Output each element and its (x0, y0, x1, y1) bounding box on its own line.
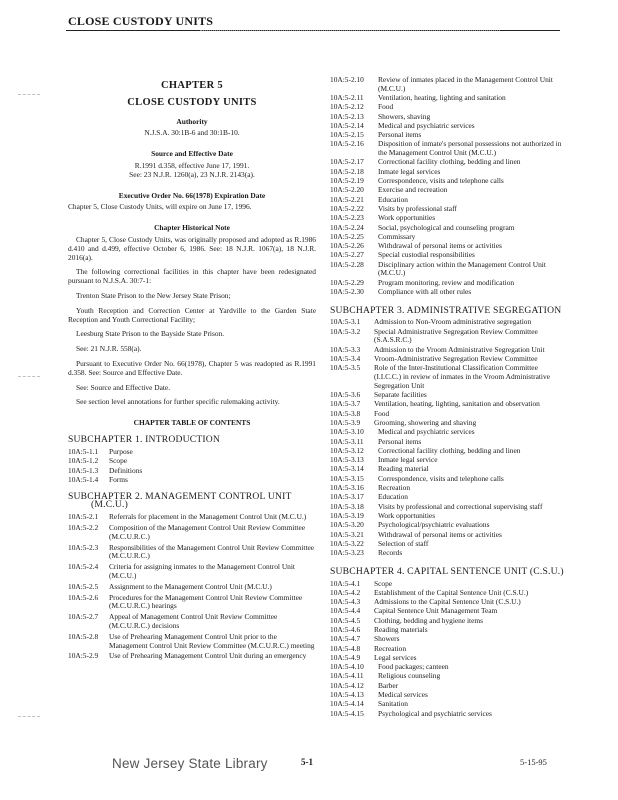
section-number: 10A:5-3.11 (330, 436, 364, 446)
section-number: 10A:5-2.11 (330, 93, 364, 102)
section-title: Special Administrative Segregation Review Committee (S.A.S.R.C.) (374, 326, 538, 345)
history-paragraph: See section level annotations for further specific rulemaking activity. (76, 397, 280, 407)
section-title: Admissions to the Capital Sentence Unit (C.S.U.) (374, 597, 521, 607)
history-paragraph: See: 21 N.J.R. 558(a). (76, 344, 142, 354)
toc-entry (68, 594, 316, 612)
page-date: 5-15-95 (520, 757, 547, 767)
section-number: 10A:5-4.12 (330, 680, 364, 690)
toc-entry (330, 438, 564, 447)
section-number: 10A:5-2.5 (68, 581, 99, 591)
subchapter-4-heading: SUBCHAPTER 4. CAPITAL SENTENCE UNIT (C.S.U.) (330, 565, 564, 577)
section-number: 10A:5-3.15 (330, 473, 364, 483)
section-title: Capital Sentence Unit Management Team (374, 606, 498, 616)
section-number: 10A:5-3.8 (330, 408, 361, 418)
expiration-heading: Executive Order No. 66(1978) Expiration Date (118, 190, 266, 200)
section-title: Visits by professional staff (378, 203, 457, 213)
running-head: CLOSE CUSTODY UNITS (68, 14, 214, 28)
toc-entry (68, 563, 316, 581)
section-number: 10A:5-3.13 (330, 455, 364, 465)
history-paragraph: Pursuant to Executive Order No. 66(1978), Chapter 5 was readopted as R.1991 d.358. See: Source and Effective Date. (68, 358, 316, 377)
subchapter-4-list (330, 580, 564, 719)
margin-mark (18, 376, 40, 381)
section-number: 10A:5-3.4 (330, 354, 361, 364)
toc-entry (330, 205, 564, 214)
subchapter-3-heading: SUBCHAPTER 3. ADMINISTRATIVE SEGREGATION (330, 304, 562, 316)
toc-entry (330, 475, 564, 484)
section-title: Showers, shaving (378, 111, 431, 121)
section-number: 10A:5-2.8 (68, 631, 99, 641)
section-number: 10A:5-2.13 (330, 111, 364, 121)
section-number: 10A:5-3.3 (330, 344, 361, 354)
section-number: 10A:5-4.10 (330, 662, 364, 672)
toc-entry (330, 456, 564, 465)
history-paragraph: See: Source and Effective Date. (76, 382, 171, 392)
section-title: Correctional facility clothing, bedding and linen (378, 445, 521, 455)
toc-entry (330, 400, 564, 409)
section-number: 10A:5-4.9 (330, 652, 361, 662)
section-title: Admission to Non-Vroom administrative segregation (374, 317, 532, 327)
section-number: 10A:5-2.29 (330, 277, 364, 287)
toc-entry (330, 682, 564, 691)
section-title: Work opportunities (378, 510, 436, 520)
section-number: 10A:5-2.16 (330, 139, 364, 149)
section-number: 10A:5-2.1 (68, 512, 99, 522)
section-number: 10A:5-3.23 (330, 548, 364, 558)
section-title: Education (378, 194, 408, 204)
history-paragraph: Trenton State Prison to the New Jersey State Prison; (76, 290, 231, 300)
left-column (68, 78, 316, 669)
section-number: 10A:5-1.2 (68, 456, 99, 466)
section-title: Medical and psychiatric services (378, 427, 475, 437)
margin-mark (18, 716, 40, 721)
section-number: 10A:5-2.18 (330, 166, 364, 176)
section-number: 10A:5-2.26 (330, 241, 364, 251)
section-number: 10A:5-1.1 (68, 446, 99, 456)
section-number: 10A:5-4.7 (330, 634, 361, 644)
source-heading: Source and Effective Date (151, 149, 233, 159)
section-number: 10A:5-4.4 (330, 606, 361, 616)
section-title: Scope (109, 456, 128, 466)
section-title: Exercise and recreation (378, 185, 448, 195)
section-title: Commissary (378, 231, 416, 241)
section-number: 10A:5-3.5 (330, 363, 361, 373)
section-number: 10A:5-3.1 (330, 317, 361, 327)
toc-entry (330, 663, 564, 672)
section-title: Admission to the Vroom Administrative Segregation Unit (374, 344, 545, 354)
toc-entry (68, 633, 316, 651)
section-title: Education (378, 492, 408, 502)
toc-entry (330, 224, 564, 233)
expiration-text: Chapter 5, Close Custody Units, will expire on June 17, 1996. (68, 202, 252, 212)
section-number: 10A:5-4.14 (330, 699, 364, 709)
section-title: Showers (374, 634, 400, 644)
toc-entry (330, 261, 564, 278)
section-number: 10A:5-2.24 (330, 222, 364, 232)
section-number: 10A:5-3.16 (330, 483, 364, 493)
section-number: 10A:5-1.4 (68, 474, 99, 484)
section-title: Records (378, 548, 403, 558)
section-title: Clothing, bedding and hygiene items (374, 615, 483, 625)
section-number: 10A:5-3.2 (330, 326, 361, 336)
section-number: 10A:5-4.15 (330, 708, 364, 718)
subchapter-2-list-left (68, 513, 316, 661)
toc-entry (330, 691, 564, 700)
section-number: 10A:5-2.20 (330, 185, 364, 195)
section-number: 10A:5-2.25 (330, 231, 364, 241)
section-number: 10A:5-3.22 (330, 538, 364, 548)
section-title: Composition of the Management Control Unit Review Committee (M.C.U.R.C.) (109, 523, 306, 541)
section-number: 10A:5-4.2 (330, 587, 361, 597)
section-number: 10A:5-3.18 (330, 501, 364, 511)
section-number: 10A:5-2.27 (330, 250, 364, 260)
section-number: 10A:5-2.15 (330, 130, 364, 140)
section-title: Procedures for the Management Control Unit Review Committee (M.C.U.R.C.) hearings (109, 592, 303, 611)
toc-entry (330, 484, 564, 493)
section-title: Personal items (378, 130, 422, 140)
history-heading: Chapter Historical Note (154, 223, 230, 233)
toc-entry (330, 531, 564, 540)
toc-entry (330, 540, 564, 549)
section-title: Assignment to the Management Control Unit (M.C.U.) (109, 581, 272, 591)
toc-entry (330, 549, 564, 558)
subchapter-1-list (68, 448, 316, 485)
toc-entry (68, 476, 316, 485)
section-title: Withdrawal of personal items or activities (378, 529, 502, 539)
toc-entry (68, 652, 316, 661)
chapter-number: CHAPTER 5 (161, 80, 223, 91)
section-title: Responsibilities of the Management Control Unit Review Committee (M.C.U.R.C.) (109, 542, 315, 561)
section-title: Social, psychological and counseling program (378, 222, 515, 232)
section-title: Work opportunities (378, 213, 436, 223)
section-title: Recreation (378, 483, 411, 493)
toc-entry (330, 158, 564, 167)
section-number: 10A:5-2.3 (68, 542, 99, 552)
toc-entry (330, 364, 564, 390)
toc-entry (330, 672, 564, 681)
section-number: 10A:5-4.1 (330, 578, 361, 588)
toc-entry (330, 214, 564, 223)
section-title: Disciplinary action within the Management Control Unit (M.C.U.) (378, 259, 546, 278)
section-title: Reading materials (374, 624, 428, 634)
section-number: 10A:5-2.12 (330, 102, 364, 112)
section-title: Purpose (109, 446, 133, 456)
page-number: 5-1 (301, 757, 313, 767)
section-title: Separate facilities (374, 390, 427, 400)
section-title: Establishment of the Capital Sentence Unit (C.S.U.) (374, 587, 529, 597)
section-title: Medical and psychiatric services (378, 120, 475, 130)
section-number: 10A:5-2.7 (68, 612, 99, 622)
section-number: 10A:5-2.9 (68, 651, 99, 661)
section-title: Personal items (378, 436, 422, 446)
section-number: 10A:5-2.17 (330, 157, 364, 167)
section-title: Inmate legal service (378, 455, 438, 465)
toc-entry (330, 94, 564, 103)
section-number: 10A:5-4.3 (330, 597, 361, 607)
section-number: 10A:5-2.2 (68, 523, 99, 533)
section-number: 10A:5-2.21 (330, 194, 364, 204)
section-number: 10A:5-2.4 (68, 562, 99, 572)
header-dotted-rule (200, 30, 500, 35)
toc-entry (68, 467, 316, 476)
toc-entry (68, 544, 316, 562)
toc-entry (330, 626, 564, 635)
toc-entry (330, 617, 564, 626)
subchapter-2-heading-text: SUBCHAPTER 2. MANAGEMENT CONTROL UNIT (68, 490, 292, 502)
toc-entry (330, 122, 564, 131)
section-title: Forms (109, 474, 128, 484)
section-title: Vroom-Administrative Segregation Review Committee (374, 354, 538, 364)
section-title: Psychological/psychiatric evaluations (378, 520, 490, 530)
library-stamp: New Jersey State Library (112, 756, 268, 771)
section-number: 10A:5-4.8 (330, 643, 361, 653)
toc-entry (330, 447, 564, 456)
source-line: R.1991 d.358, effective June 17, 1991. (134, 160, 250, 170)
toc-entry (68, 613, 316, 631)
section-number: 10A:5-2.22 (330, 203, 364, 213)
section-title: Reading material (378, 464, 429, 474)
section-title: Compliance with all other rules (378, 287, 472, 297)
toc-entry (330, 503, 564, 512)
toc-entry (330, 318, 564, 327)
section-title: Program monitoring, review and modification (378, 277, 515, 287)
section-title: Definitions (109, 465, 143, 475)
history-paragraph: Youth Reception and Correction Center at Yardville to the Garden State Reception and Youth Correctional Facility; (68, 305, 316, 324)
section-title: Ventilation, heating, lighting and sanitation (378, 93, 506, 102)
toc-entry (330, 521, 564, 530)
section-number: 10A:5-2.10 (330, 75, 364, 84)
toc-entry (330, 710, 564, 719)
section-title: Food (378, 102, 394, 112)
section-title: Medical services (378, 690, 428, 700)
section-title: Recreation (374, 643, 407, 653)
section-number: 10A:5-3.10 (330, 427, 364, 437)
section-number: 10A:5-3.7 (330, 399, 361, 409)
toc-entry (330, 177, 564, 186)
section-title: Barber (378, 680, 399, 690)
section-title: Legal services (374, 652, 417, 662)
toc-entry (330, 700, 564, 709)
section-number: 10A:5-3.19 (330, 510, 364, 520)
section-title: Review of inmates placed in the Management Control Unit (M.C.U.) (378, 75, 553, 93)
toc-entry (330, 186, 564, 195)
subchapter-2-list-right (330, 76, 564, 297)
section-title: Grooming, showering and shaving (374, 417, 477, 427)
toc-title: CHAPTER TABLE OF CONTENTS (133, 418, 251, 428)
section-title: Correspondence, visits and telephone calls (378, 473, 504, 483)
section-number: 10A:5-3.21 (330, 529, 364, 539)
chapter-title: CLOSE CUSTODY UNITS (127, 96, 257, 108)
toc-entry (330, 635, 564, 644)
section-title: Food packages; canteen (378, 662, 449, 672)
section-number: 10A:5-1.3 (68, 465, 99, 475)
section-title: Inmate legal services (378, 166, 441, 176)
subchapter-3-list (330, 318, 564, 557)
toc-entry (330, 113, 564, 122)
toc-entry (68, 583, 316, 592)
section-number: 10A:5-4.5 (330, 615, 361, 625)
toc-entry (330, 328, 564, 345)
toc-entry (330, 288, 564, 297)
section-title: Disposition of inmate's personal possessions not authorized in the Management Control Unit (M.C.U.) (378, 139, 562, 158)
section-title: Use of Prehearing Management Control Unit prior to the Management Control Unit Review Committee (M.C.U.R.C.) meeting (109, 631, 315, 650)
toc-entry (68, 524, 316, 542)
toc-entry (330, 465, 564, 474)
history-paragraph: The following correctional facilities in this chapter have been redesignated pursuant to N.J.S.A. 30:7-1: (68, 267, 316, 286)
section-number: 10A:5-4.11 (330, 671, 364, 681)
toc-entry (68, 448, 316, 457)
section-title: Sanitation (378, 699, 408, 709)
history-paragraph: Chapter 5, Close Custody Units, was originally proposed and adopted as R.1986 d.410 and d.499, effective October 6, 1986. See: 18 N.J.R. 1067(a), 18 N.J.R. 2016(a). (68, 234, 316, 262)
section-title: Scope (374, 578, 393, 588)
source-line: See: 23 N.J.R. 1260(a), 23 N.J.R. 2143(a). (129, 169, 255, 179)
section-number: 10A:5-2.19 (330, 176, 364, 186)
section-title: Selection of staff (378, 538, 429, 548)
section-number: 10A:5-3.20 (330, 520, 364, 530)
section-title: Religious counseling (378, 671, 441, 681)
subchapter-2-heading-cont: (M.C.U.) (91, 499, 129, 511)
section-number: 10A:5-2.6 (68, 592, 99, 602)
section-title: Ventilation, heating, lighting, sanitation and observation (374, 399, 540, 409)
subchapter-1-heading: SUBCHAPTER 1. INTRODUCTION (68, 433, 221, 445)
section-number: 10A:5-4.6 (330, 624, 361, 634)
section-number: 10A:5-3.9 (330, 417, 361, 427)
toc-entry (330, 428, 564, 437)
section-title: Withdrawal of personal items or activities (378, 241, 502, 251)
section-number: 10A:5-2.14 (330, 120, 364, 130)
toc-entry (68, 457, 316, 466)
toc-entry (330, 76, 564, 93)
section-title: Use of Prehearing Management Control Unit during an emergency (109, 651, 307, 661)
section-number: 10A:5-3.6 (330, 390, 361, 400)
toc-entry (330, 103, 564, 112)
toc-entry (330, 140, 564, 157)
section-title: Correspondence, visits and telephone calls (378, 176, 504, 186)
section-title: Criteria for assigning inmates to the Management Control Unit (M.C.U.) (109, 562, 295, 581)
section-title: Psychological and psychiatric services (378, 708, 492, 718)
section-title: Role of the Inter-Institutional Classification Committee (I.I.C.C.) in review of inmates in the Vroom Administrative Segregation Unit (374, 363, 550, 390)
section-title: Special custodial responsibilities (378, 250, 475, 260)
toc-entry (330, 580, 564, 589)
section-title: Food (374, 408, 390, 418)
toc-entry (68, 513, 316, 522)
toc-entry (330, 607, 564, 616)
authority-heading: Authority (176, 116, 208, 126)
authority-text: N.J.S.A. 30:1B-6 and 30:1B-10. (144, 128, 240, 138)
section-title: Appeal of Management Control Unit Review Committee (M.C.U.R.C.) decisions (109, 612, 278, 631)
section-title: Visits by professional and correctional supervising staff (378, 501, 543, 511)
toc-entry (330, 251, 564, 260)
history-paragraph: Leesburg State Prison to the Bayside State Prison. (76, 329, 225, 339)
section-number: 10A:5-3.14 (330, 464, 364, 474)
right-column (330, 76, 564, 726)
section-title: Referrals for placement in the Management Control Unit (M.C.U.) (109, 512, 307, 522)
section-number: 10A:5-2.28 (330, 259, 364, 269)
section-number: 10A:5-2.23 (330, 213, 364, 223)
section-number: 10A:5-2.30 (330, 287, 364, 297)
section-number: 10A:5-4.13 (330, 690, 364, 700)
toc-entry (330, 645, 564, 654)
toc-entry (330, 493, 564, 502)
margin-mark (18, 94, 40, 99)
section-number: 10A:5-3.17 (330, 492, 364, 502)
subchapter-2-heading (68, 490, 316, 511)
section-title: Correctional facility clothing, bedding and linen (378, 157, 521, 167)
section-number: 10A:5-3.12 (330, 445, 364, 455)
